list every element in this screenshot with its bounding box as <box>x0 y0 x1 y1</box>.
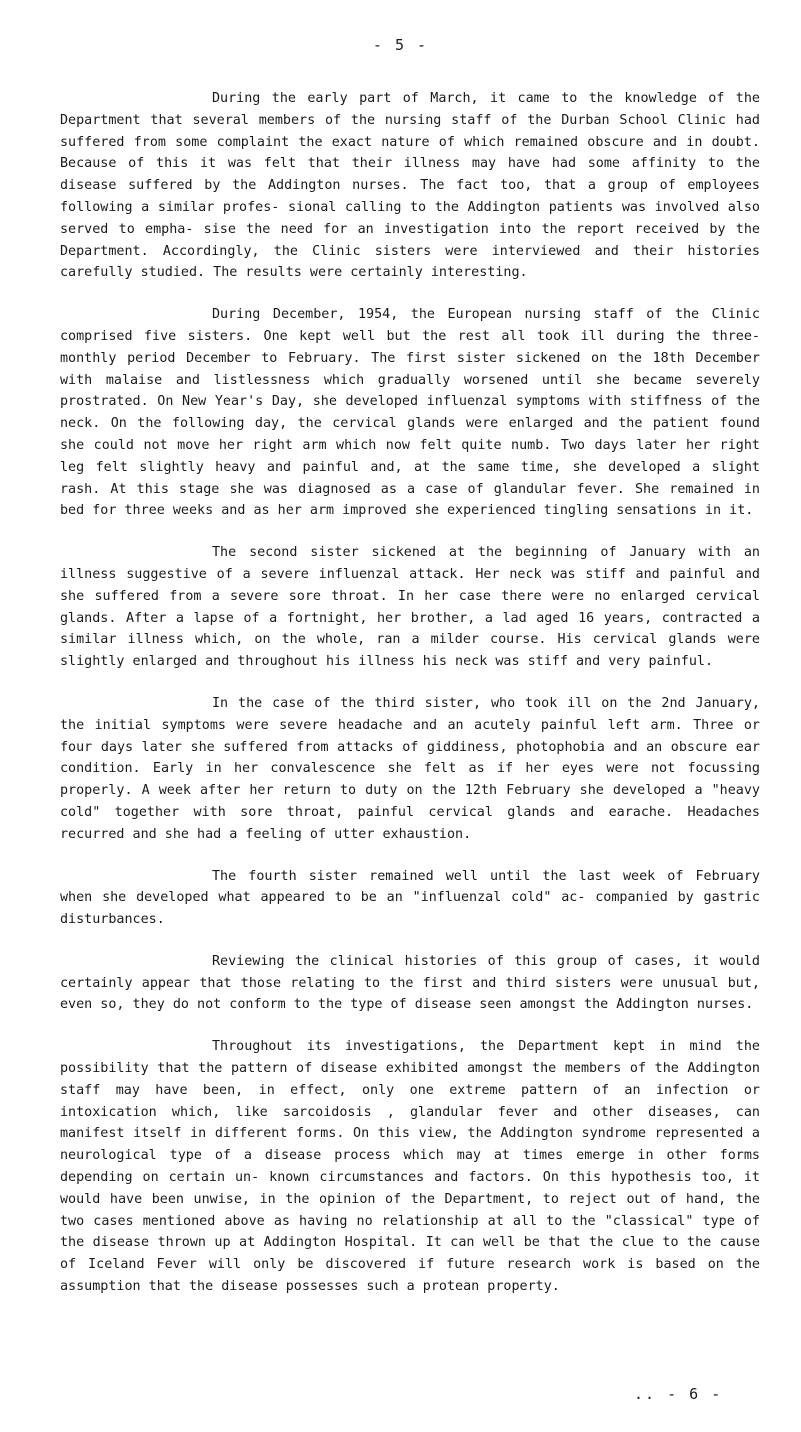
paragraph-first-sister: During December, 1954, the European nursing staff of the Clinic comprised five sisters. One kept well but the rest all took ill during the three-monthly period December to February. The first sister sickened on the 18th December with malaise and listlessness which gradually worsened until she became severely prostrated. On New Year's Day, she developed influenzal symptoms with stiffness of the neck. On the following day, the cervical glands were enlarged and the patient found she could not move her right arm which now felt quite numb. Two days later her right leg felt slightly heavy and painful and, at the same time, she developed a slight rash. At this stage she was diagnosed as a case of glandular fever. She remained in bed for three weeks and as her arm improved she experienced tingling sensations in it. <box>60 307 760 519</box>
next-page-marker: .. - 6 - <box>634 1385 723 1403</box>
body-text <box>60 88 760 1298</box>
paragraph-second-sister: The second sister sickened at the beginning of January with an illness suggestive of a severe influenzal attack. Her neck was stiff and painful and she suffered from a severe sore throat. In her case there were no enlarged cervical glands. After a lapse of a fortnight, her brother, a lad aged 16 years, contracted a similar illness which, on the whole, ran a milder course. His cervical glands were slightly enlarged and throughout his illness his neck was stiff and very painful. <box>60 545 760 670</box>
paragraph-clinic-report: During the early part of March, it came to the knowledge of the Department that several members of the nursing staff of the Durban School Clinic had suffered from some complaint the exact nature of which remained obscure and in doubt. Because of this it was felt that their illness may have had some affinity to the disease suffered by the Addington nurses. The fact too, that a group of employees following a similar profes- sional calling to the Addington patients was involved also served to empha- sise the need for an investigation into the report received by the Department. Accordingly, the Clinic sisters were interviewed and their histories carefully studied. The results were certainly interesting. <box>60 91 760 281</box>
page-number: - 5 - <box>372 36 429 54</box>
paragraph-review: Reviewing the clinical histories of this group of cases, it would certainly appear that those relating to the first and third sisters were unusual but, even so, they do not conform to the type of disease seen amongst the Addington nurses. <box>60 953 760 1013</box>
paragraph-fourth-sister: The fourth sister remained well until the last week of February when she developed what appeared to be an "influenzal cold" ac- companied by gastric disturbances. <box>60 868 760 928</box>
paragraph-hypothesis: Throughout its investigations, the Department kept in mind the possibility that the pattern of disease exhibited amongst the members of the Addington staff may have been, in effect, only one extreme pattern of an infection or intoxication which, like sarcoidosis , glandular fever and other diseases, can manifest itself in different forms. On this view, the Addington syndrome represented a neurological type of a disease process which may at times emerge in other forms depending on certain un- known circumstances and factors. On this hypothesis too, it would have been unwise, in the opinion of the Department, to reject out of hand, the two cases mentioned above as having no relationship at all to the "classical" type of the disease thrown up at Addington Hospital. It can well be that the clue to the cause of Iceland Fever will only be discovered if future research work is based on the assumption that the disease possesses such a protean property. <box>60 1039 760 1295</box>
paragraph-third-sister: In the case of the third sister, who took ill on the 2nd January, the initial symptoms were severe headache and an acutely painful left arm. Three or four days later she suffered from attacks of giddiness, photophobia and an obscure ear condition. Early in her convalescence she felt as if her eyes were not focussing properly. A week after her return to duty on the 12th February she developed a "heavy cold" together with sore throat, painful cervical glands and earache. Headaches recurred and she had a feeling of utter exhaustion. <box>60 695 760 842</box>
